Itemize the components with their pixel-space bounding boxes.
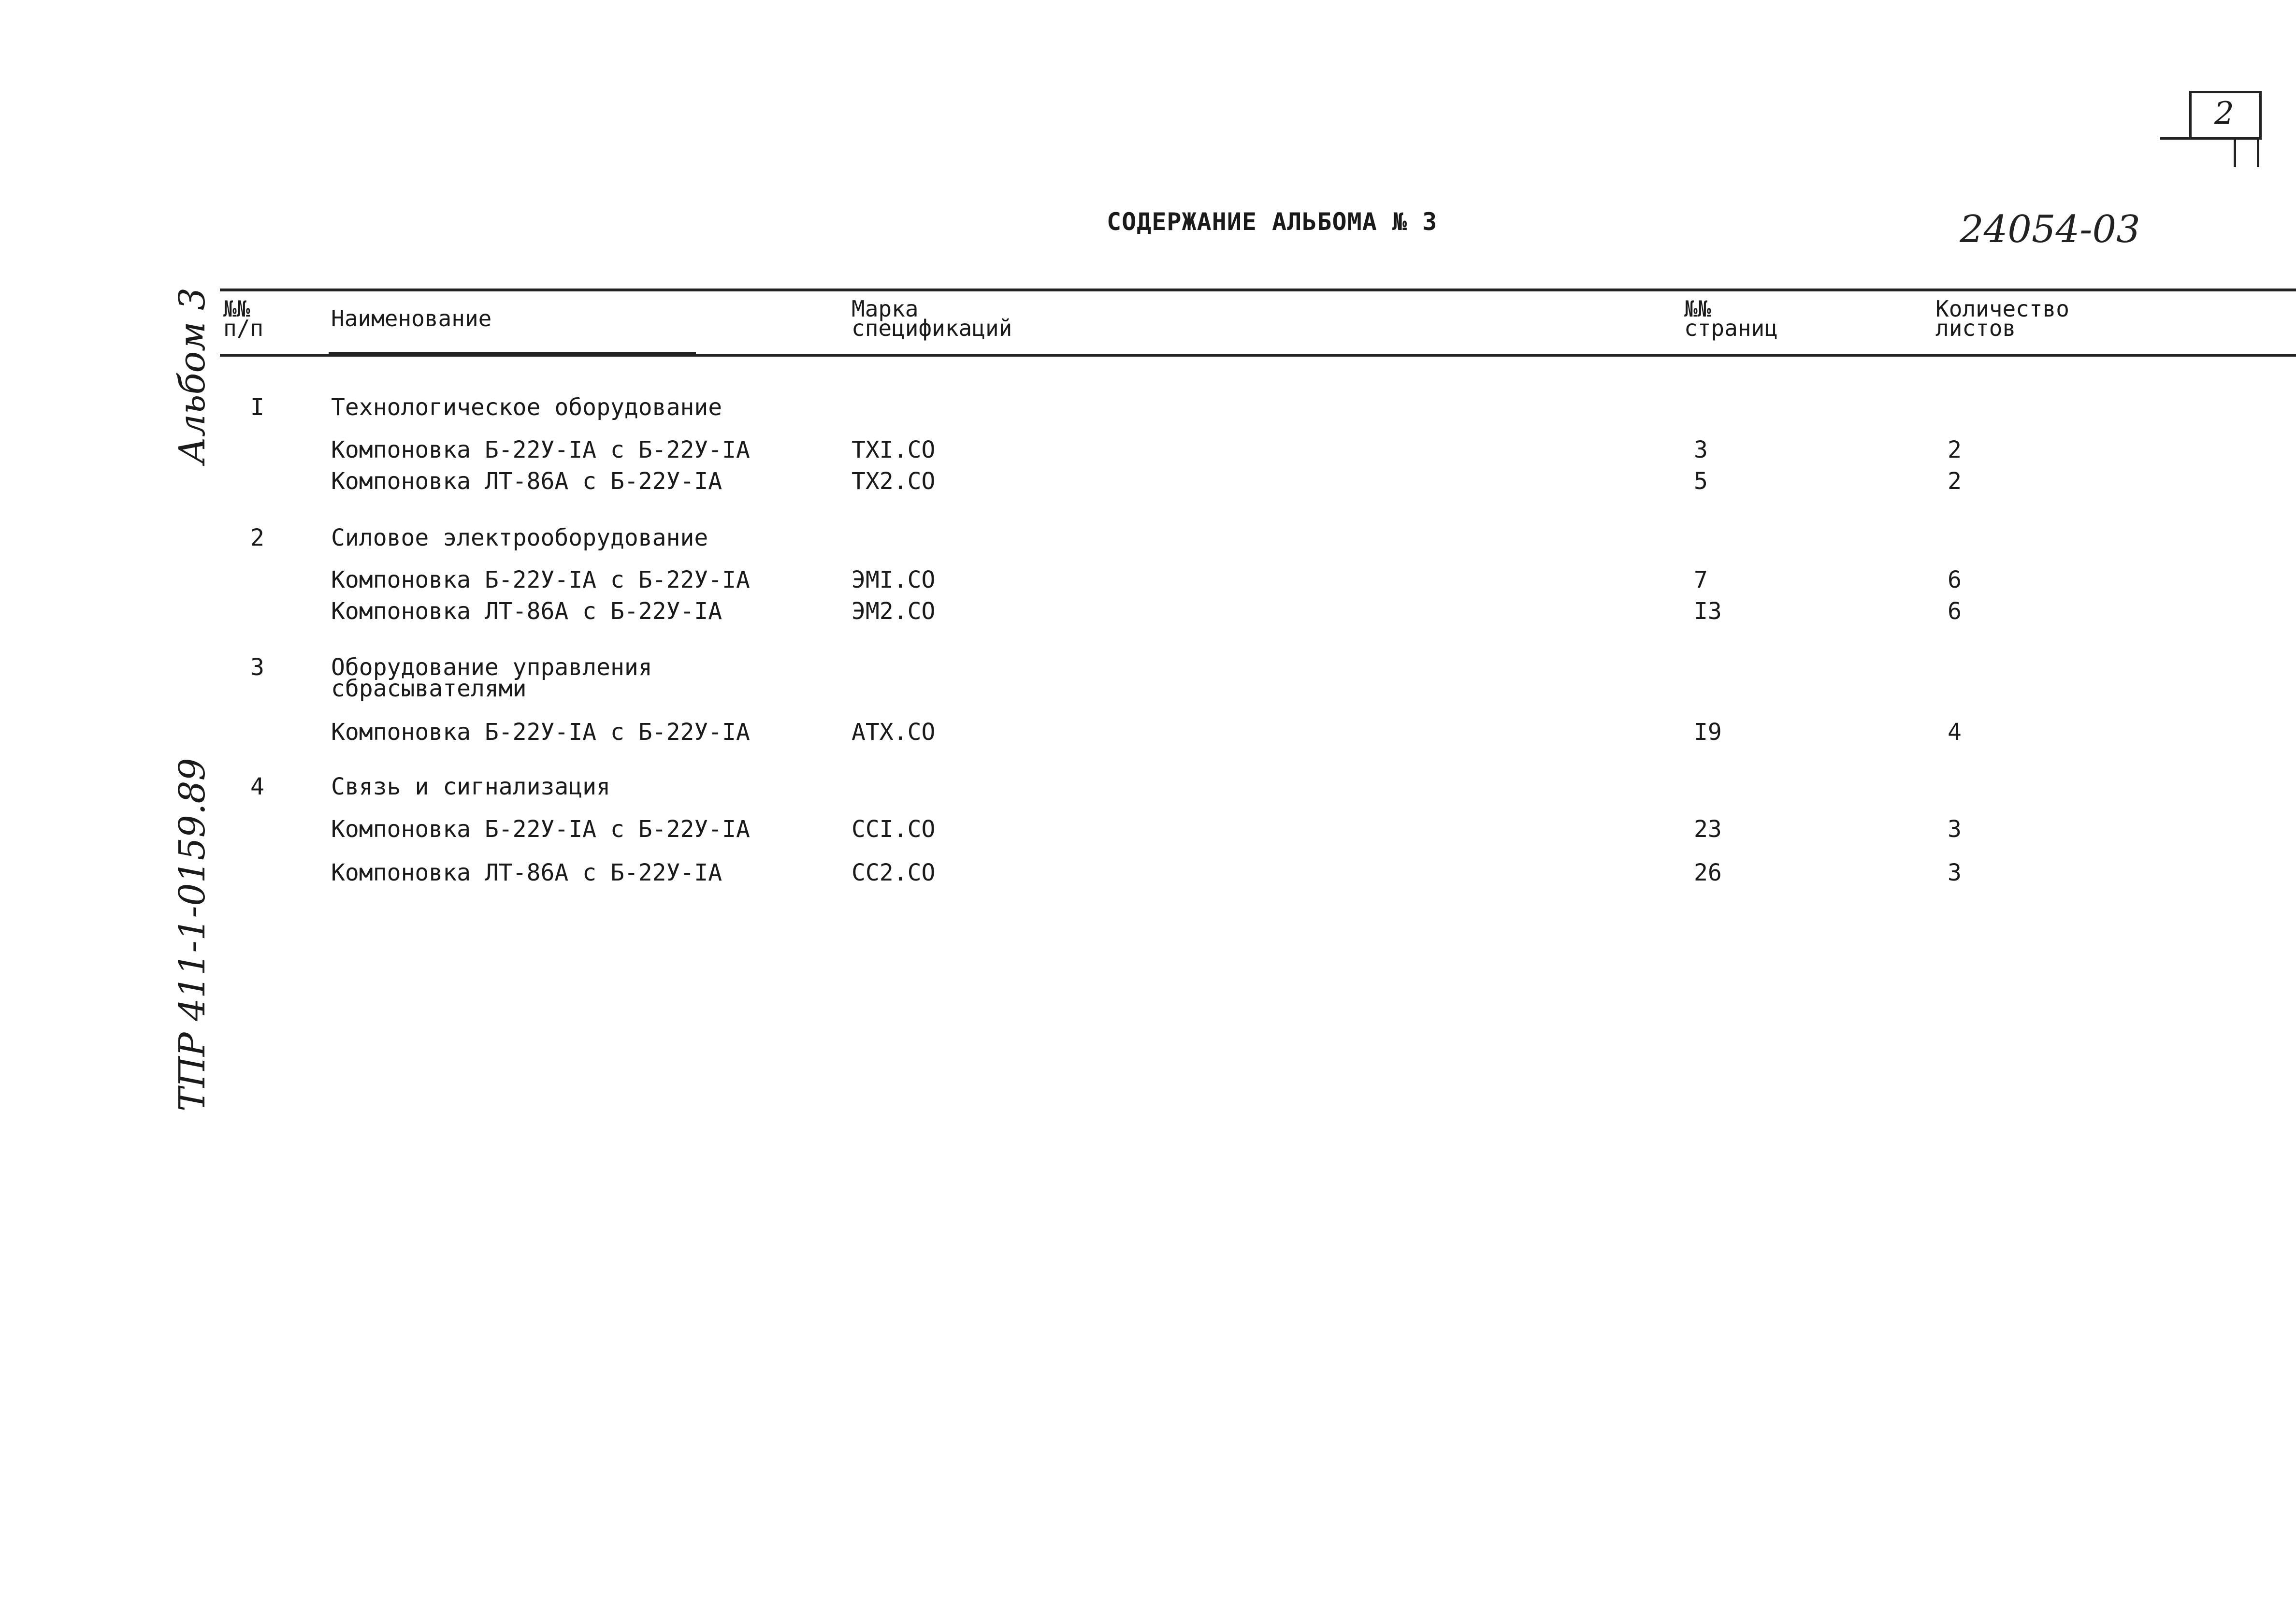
header-mark-line2: спецификаций xyxy=(852,315,1012,341)
section-title-line2: сбрасывателями xyxy=(331,675,527,702)
row-mark: ТХ2.СО xyxy=(852,468,936,495)
side-note-project: ТПР 411-1-0159.89 xyxy=(172,758,213,1112)
section-number: 2 xyxy=(250,524,264,551)
page-number: 2 xyxy=(2214,96,2234,131)
row-page: 23 xyxy=(1694,816,1722,843)
document-code: 24054-03 xyxy=(1960,208,2140,251)
row-sheets: 2 xyxy=(1948,436,1962,463)
header-mark-line1: Марка xyxy=(852,296,919,322)
row-name: Компоновка Б-22У-IА с Б-22У-IА xyxy=(331,816,750,843)
section-title: Связь и сигнализация xyxy=(331,773,610,800)
row-page: 26 xyxy=(1694,859,1722,886)
header-sheets-line1: Количество xyxy=(1935,296,2069,322)
row-page: 7 xyxy=(1694,566,1708,593)
row-page: I3 xyxy=(1694,598,1722,625)
header-pages-line2: страниц xyxy=(1684,315,1778,341)
row-name: Компоновка Б-22У-IА с Б-22У-IА xyxy=(331,566,750,593)
row-mark: АТХ.СО xyxy=(852,719,936,746)
row-sheets: 3 xyxy=(1948,859,1962,886)
row-mark: ТХI.СО xyxy=(852,436,936,463)
row-sheets: 3 xyxy=(1948,816,1962,843)
row-name: Компоновка ЛТ-86А с Б-22У-IА xyxy=(331,859,722,886)
row-sheets: 6 xyxy=(1948,598,1962,625)
row-sheets: 2 xyxy=(1948,468,1962,495)
row-sheets: 6 xyxy=(1948,566,1962,593)
row-name: Компоновка ЛТ-86А с Б-22У-IА xyxy=(331,598,722,625)
row-page: 5 xyxy=(1694,468,1708,495)
header-pages-line1: №№ xyxy=(1684,296,1711,322)
row-mark: СС2.СО xyxy=(852,859,936,886)
header-name: Наименование xyxy=(331,305,492,332)
document-title: СОДЕРЖАНИЕ АЛЬБОМА № 3 xyxy=(1107,208,1438,236)
table-top-rule xyxy=(220,289,2296,291)
section-number: 3 xyxy=(250,654,264,681)
row-page: 3 xyxy=(1694,436,1708,463)
section-title: Силовое электрооборудование xyxy=(331,524,708,551)
row-mark: ЭМI.СО xyxy=(852,566,936,593)
section-number: 4 xyxy=(250,773,264,800)
section-title: Технологическое оборудование xyxy=(331,394,722,421)
header-num-line1: №№ xyxy=(223,296,250,322)
section-title: Оборудование управления xyxy=(331,654,652,681)
row-sheets: 4 xyxy=(1948,719,1962,746)
row-name: Компоновка ЛТ-86А с Б-22У-IА xyxy=(331,468,722,495)
side-note-album: Альбом 3 xyxy=(172,287,213,464)
row-mark: ССI.СО xyxy=(852,816,936,843)
header-sheets-line2: листов xyxy=(1935,315,2016,341)
row-name: Компоновка Б-22У-IА с Б-22У-IА xyxy=(331,719,750,746)
section-number: I xyxy=(250,394,264,421)
header-num-line2: п/п xyxy=(223,315,264,341)
row-mark: ЭМ2.СО xyxy=(852,598,936,625)
row-page: I9 xyxy=(1694,719,1722,746)
table-header-rule xyxy=(220,354,2296,357)
row-name: Компоновка Б-22У-IА с Б-22У-IА xyxy=(331,436,750,463)
